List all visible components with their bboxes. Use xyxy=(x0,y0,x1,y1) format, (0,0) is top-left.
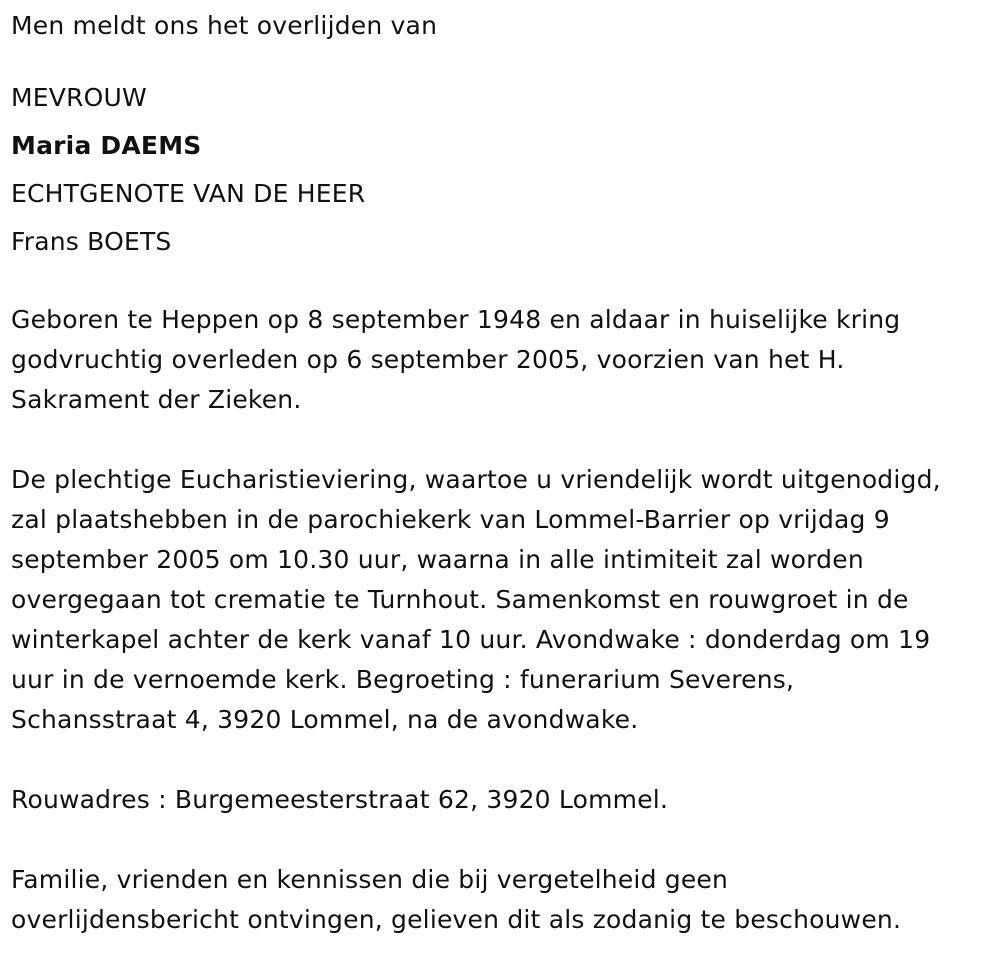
paragraph-line: De plechtige Eucharistieviering, waartoe u vriendelijk wordt uitgenodigd, xyxy=(11,465,941,494)
deceased-title: MEVROUW xyxy=(11,83,147,112)
paragraph-line: overgegaan tot crematie te Turnhout. Samenkomst en rouwgroet in de xyxy=(11,585,909,614)
birth-death-paragraph xyxy=(11,300,991,420)
paragraph-line: godvruchtig overleden op 6 september 2005, voorzien van het H. xyxy=(11,345,845,374)
paragraph-line: Sakrament der Zieken. xyxy=(11,385,302,414)
paragraph-line: Schansstraat 4, 3920 Lommel, na de avondwake. xyxy=(11,705,639,734)
paragraph-line: Familie, vrienden en kennissen die bij vergetelheid geen xyxy=(11,865,729,894)
paragraph-line: zal plaatshebben in de parochiekerk van Lommel-Barrier op vrijdag 9 xyxy=(11,505,890,534)
paragraph-line: Geboren te Heppen op 8 september 1948 en aldaar in huiselijke kring xyxy=(11,305,901,334)
paragraph-line: winterkapel achter de kerk vanaf 10 uur. Avondwake : donderdag om 19 xyxy=(11,625,931,654)
death-notice xyxy=(11,6,991,940)
ceremony-paragraph xyxy=(11,460,991,740)
paragraph-line: september 2005 om 10.30 uur, waarna in alle intimiteit zal worden xyxy=(11,545,864,574)
closing-paragraph xyxy=(11,860,991,940)
relation-text: ECHTGENOTE VAN DE HEER xyxy=(11,179,366,208)
deceased-name: Maria DAEMS xyxy=(11,131,202,160)
paragraph-line: overlijdensbericht ontvingen, gelieven dit als zodanig te beschouwen. xyxy=(11,905,902,934)
intro-text: Men meldt ons het overlijden van xyxy=(11,11,438,40)
deceased-block xyxy=(11,74,991,266)
spouse-name: Frans BOETS xyxy=(11,227,172,256)
mourning-address: Rouwadres : Burgemeesterstraat 62, 3920 Lommel. xyxy=(11,785,669,814)
paragraph-line: uur in de vernoemde kerk. Begroeting : funerarium Severens, xyxy=(11,665,795,694)
